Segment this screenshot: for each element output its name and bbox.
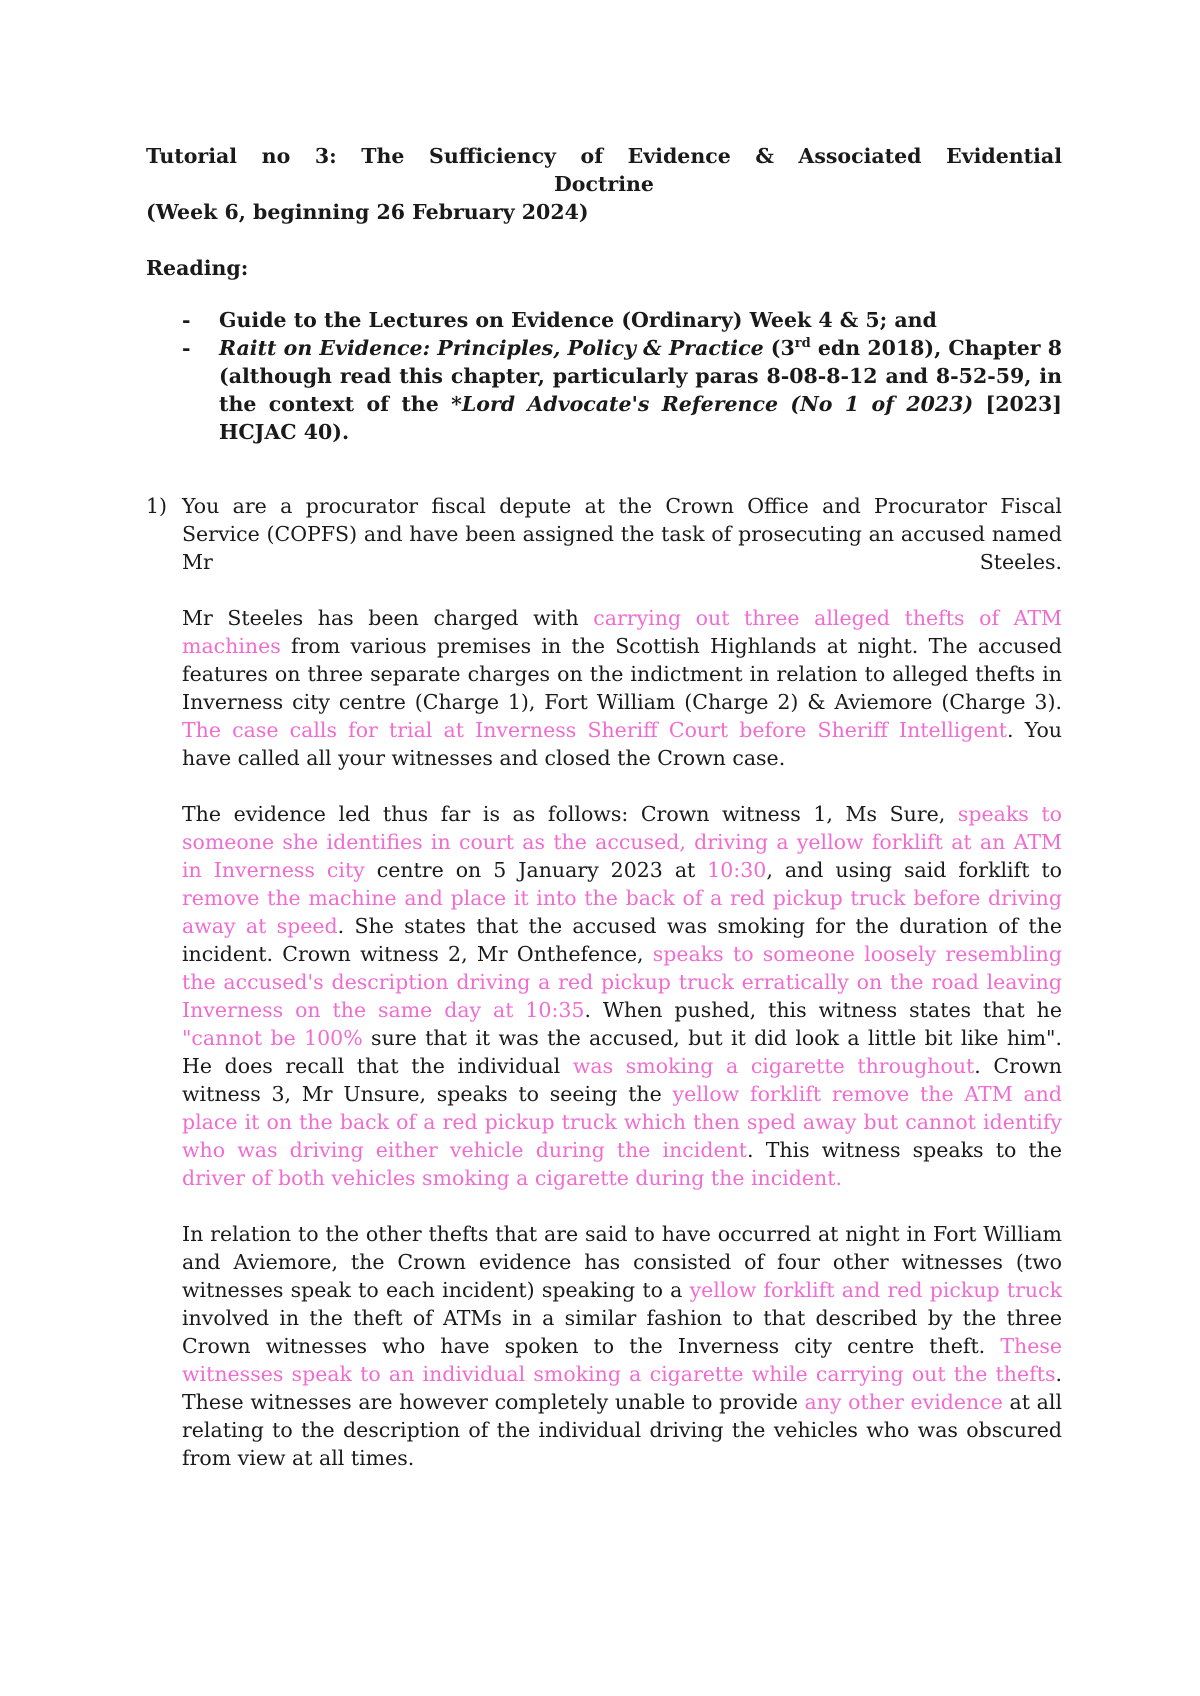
highlighted-text: The case calls for trial at Inverness Sheriff Court before Sheriff Intelligent [182, 718, 1008, 742]
question-number: 1) [146, 494, 168, 518]
reading-list [146, 306, 1062, 446]
reading-item-2 [146, 334, 1062, 446]
case-name: Lord Advocate's Reference (No 1 of 2023) [461, 392, 974, 416]
week-subtitle: (Week 6, beginning 26 February 2024) [146, 200, 589, 224]
paragraph-text: . When pushed, this witness states that he [584, 998, 1062, 1022]
bullet-dash: - [182, 308, 191, 332]
paragraph-text: at all relating to the description of the individual driving the vehicles who was obscured from view at all times. [182, 1390, 1062, 1470]
highlighted-text: remove the machine and place it into the back of a red pickup truck before driving away at speed [182, 886, 1062, 938]
question-intro [182, 492, 1062, 576]
highlighted-text: 10:30 [707, 858, 767, 882]
bullet-dash: - [182, 336, 191, 360]
paragraph-text: . This witness speaks to the [747, 1138, 1062, 1162]
facts-paragraph-2 [182, 800, 1062, 1192]
highlighted-text: speaks to someone she identifies in court as the accused, driving a yellow forklift at an ATM in Inverness city [182, 802, 1062, 882]
paragraph-text: sure that it was the accused, but it did look a little bit like him". He does recall that the individual [182, 1026, 1063, 1078]
tutorial-title-continued: Doctrine [554, 172, 654, 196]
paragraph-text: involved in the theft of ATMs in a similar fashion to that described by the three Crown witnesses who have spoken to the Inverness city centre theft. [182, 1306, 1062, 1358]
highlighted-text: was smoking a cigarette throughout [572, 1054, 975, 1078]
edition-prefix: (3 [770, 336, 795, 360]
paragraph-text: . Crown witness 3, Mr Unsure, speaks to seeing the [182, 1054, 1062, 1106]
case-citation: [2023] HCJAC 40). [219, 392, 1062, 444]
paragraph-text: . She states that the accused was smoking for the duration of the incident. Crown witness 2, Mr Onthefence, [182, 914, 1062, 966]
highlighted-text: carrying out three alleged thefts of ATM machines [182, 606, 1062, 658]
paragraph-text: centre on 5 January 2023 at [364, 858, 708, 882]
edition-superscript: rd [794, 336, 811, 352]
reading-item-text: edn 2018), Chapter 8 (although read this chapter, particularly paras 8-08-8-12 and 8-52-59, in the context of the * [219, 336, 1062, 416]
reading-item-text: Guide to the Lectures on Evidence (Ordinary) Week 4 & 5; and [219, 308, 937, 332]
highlighted-text: These witnesses speak to an individual smoking a cigarette while carrying out the thefts [182, 1334, 1062, 1386]
document-body [146, 142, 1062, 1472]
question-intro-text-end: named Mr Steeles. [182, 522, 1062, 574]
tutorial-title: Tutorial no 3: The Sufficiency of Evidence & Associated Evidential [146, 144, 1062, 168]
highlighted-text: any other evidence [804, 1390, 1003, 1414]
highlighted-text: "cannot be 100% [182, 1026, 363, 1050]
facts-paragraph-3 [182, 1220, 1062, 1472]
question-intro-text: You are a procurator fiscal depute at the Crown Office and Procurator Fiscal Service (COPFS) and have been assigned the task of prosecuting an accused [182, 494, 1062, 546]
paragraph-text: In relation to the other thefts that are said to have occurred at night in Fort William and Aviemore, the Crown evidence has consisted of four other witnesses (two witnesses speak to each incident) speaking to a [182, 1222, 1062, 1302]
paragraph-text: The evidence led thus far is as follows: Crown witness 1, Ms Sure, [182, 802, 958, 826]
reading-heading: Reading: [146, 256, 249, 280]
paragraph-text: from various premises in the Scottish Highlands at night. The accused features on three separate charges on the indictment in relation to alleged thefts in Inverness city centre (Charge 1), Fort William (Charge 2) & Aviemore (Charge 3). [182, 634, 1062, 714]
paragraph-text: , and using said forklift to [766, 858, 1062, 882]
question-1 [146, 492, 1062, 1472]
facts-paragraph-1 [182, 604, 1062, 772]
highlighted-text: speaks to someone loosely resembling the accused's description driving a red pickup truck erratically on the road leaving Inverness on the same day at 10:35 [182, 942, 1062, 1022]
paragraph-text: . These witnesses are however completely unable to provide [182, 1362, 1062, 1414]
paragraph-text: . You have called all your witnesses and closed the Crown case. [182, 718, 1062, 770]
highlighted-text: yellow forklift remove the ATM and place it on the back of a red pickup truck which then sped away but cannot identify who was driving either vehicle during the incident [182, 1082, 1063, 1162]
highlighted-text: driver of both vehicles smoking a cigarette during the incident. [182, 1166, 842, 1190]
highlighted-text: yellow forklift and red pickup truck [689, 1278, 1062, 1302]
reading-item-1 [146, 306, 1062, 334]
book-title: Raitt on Evidence: Principles, Policy & Practice [219, 336, 764, 360]
paragraph-text: Mr Steeles has been charged with [182, 606, 594, 630]
